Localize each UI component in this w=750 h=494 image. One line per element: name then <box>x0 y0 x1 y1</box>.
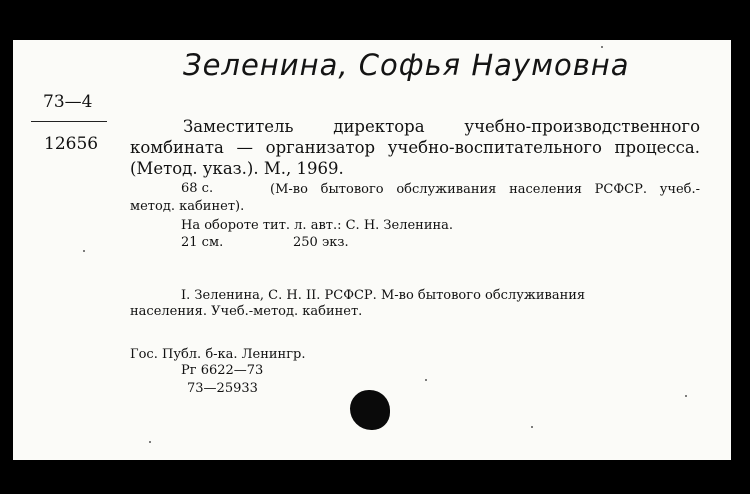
series-note: (М-во бытового обслуживания населения РСФСР. учеб.-метод. кабинет). <box>130 182 700 214</box>
speck <box>531 426 533 428</box>
library-name: Гос. Публ. б-ка. Ленингр. <box>130 347 306 362</box>
call-number-bottom: 12656 <box>44 134 99 154</box>
call-number-top: 73—4 <box>43 92 93 112</box>
size: 21 см. <box>181 235 224 250</box>
speck <box>601 46 603 48</box>
author-heading: Зеленина, Софья Наумовна <box>183 48 630 82</box>
ink-blot <box>350 390 390 430</box>
registration-number-2: 73—25933 <box>187 381 258 396</box>
speck <box>425 379 427 381</box>
pages: 68 с. <box>181 181 214 196</box>
call-number-divider <box>31 121 107 122</box>
tracing-entries: I. Зеленина, С. Н. II. РСФСР. М-во бытового обслуживания <box>181 288 586 303</box>
speck <box>149 441 151 443</box>
speck <box>685 395 687 397</box>
title-description: Заместитель директора учебно-производственного комбината — организатор учебно-воспитательного процесса. (Метод. указ.). М., 1969. <box>130 117 700 178</box>
tracing-entries-cont: населения. Учеб.-метод. кабинет. <box>130 304 363 319</box>
catalog-card <box>13 40 731 460</box>
registration-number-1: Рг 6622—73 <box>181 363 264 378</box>
copies: 250 экз. <box>293 235 349 250</box>
verso-note: На обороте тит. л. авт.: С. Н. Зеленина. <box>181 218 454 233</box>
speck <box>83 250 85 252</box>
